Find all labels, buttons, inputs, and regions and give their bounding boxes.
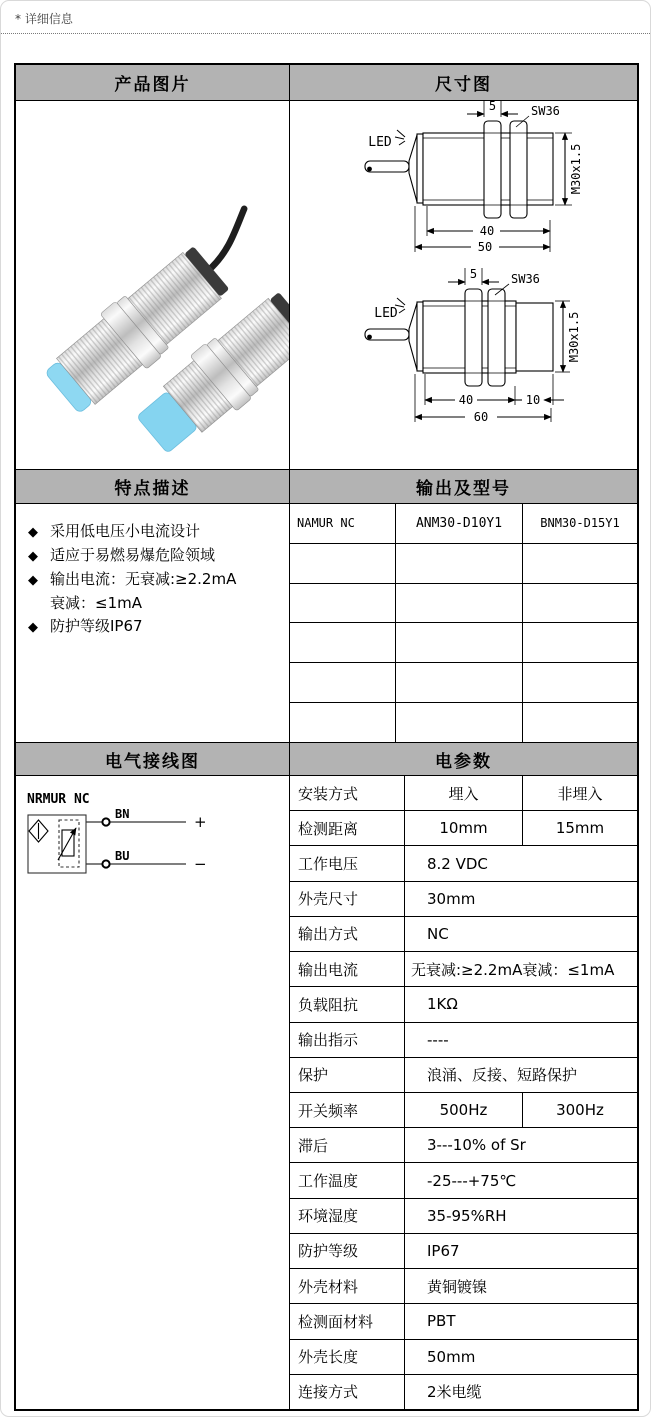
params-table [290, 776, 637, 1409]
param-label: 外壳尺寸 [290, 882, 405, 916]
param-row [290, 952, 637, 987]
model-number [523, 584, 637, 623]
model-output-type [290, 584, 396, 623]
dim-60-label: 60 [473, 410, 489, 424]
dim-10-label: 10 [525, 393, 541, 407]
param-value: 8.2 VDC [427, 854, 488, 873]
param-value: NC [427, 924, 449, 943]
thread-label: M30x1.5 [569, 143, 583, 195]
param-row [290, 1269, 637, 1304]
features-header: 特点描述 [16, 470, 290, 503]
header-row-1 [16, 65, 637, 101]
product-image-header: 产品图片 [16, 65, 290, 100]
model-number: BNM30-D15Y1 [540, 516, 620, 531]
param-value: 1KΩ [427, 995, 458, 1014]
param-value: -25---+75℃ [427, 1171, 517, 1190]
model-row [290, 504, 637, 544]
dim-5-label: 5 [469, 267, 478, 281]
diamond-bullet-icon: ◆ [28, 549, 38, 564]
params-header: 电参数 [435, 751, 492, 772]
param-value: 300Hz [556, 1101, 604, 1120]
dimension-diagram-1 [365, 101, 572, 252]
param-value: 35-95%RH [427, 1206, 507, 1225]
feature-item [28, 568, 283, 592]
led-label: LED [374, 306, 398, 321]
feature-item [28, 544, 283, 568]
wiring-cell [16, 776, 290, 1409]
param-label: 滞后 [290, 1128, 405, 1162]
dim-5-label: 5 [488, 101, 497, 113]
diamond-bullet-icon: ◆ [28, 573, 38, 588]
param-row [290, 1234, 637, 1269]
detail-info-note: * 详细信息 [15, 12, 73, 26]
plus-terminal-label: + [194, 813, 207, 831]
product-photo [16, 101, 290, 469]
feature-item [28, 520, 283, 544]
param-value: IP67 [427, 1241, 460, 1260]
model-number [523, 703, 637, 742]
param-value: 浪涌、反接、短路保护 [427, 1066, 578, 1085]
param-label: 输出方式 [290, 917, 405, 951]
param-label: 检测距离 [290, 811, 405, 845]
param-label: 开关频率 [290, 1093, 405, 1127]
header-row-3 [16, 743, 637, 776]
param-value: 埋入 [405, 776, 523, 810]
model-number [396, 663, 523, 702]
param-row [290, 776, 637, 811]
model-output-type [290, 663, 396, 702]
dimension-header: 尺寸图 [435, 75, 492, 95]
param-value: 15mm [555, 819, 605, 838]
sw36-label: SW36 [511, 272, 540, 286]
param-row [290, 811, 637, 846]
feature-text: 衰减：≤1mA [50, 594, 142, 612]
model-number [523, 544, 637, 583]
wiring-diagram [16, 776, 289, 1409]
model-number [523, 663, 637, 702]
param-row [290, 1163, 637, 1198]
header-row-2 [16, 470, 637, 504]
param-label: 连接方式 [290, 1375, 405, 1409]
dim-40-label: 40 [479, 224, 495, 238]
param-row [290, 1199, 637, 1234]
param-label: 负载阻抗 [290, 987, 405, 1021]
bn-wire-label: BN [115, 807, 130, 821]
param-label: 外壳长度 [290, 1340, 405, 1374]
content-row-3 [16, 776, 637, 1409]
feature-item [28, 592, 283, 615]
model-row [290, 544, 637, 584]
model-number [396, 623, 523, 662]
feature-text: 输出电流：无衰减:≥2.2mA [50, 570, 237, 588]
model-output-type [290, 544, 396, 583]
diamond-bullet-icon: ◆ [28, 620, 38, 635]
bu-wire-label: BU [115, 849, 130, 863]
param-row [290, 882, 637, 917]
param-row [290, 1093, 637, 1128]
param-value: 30mm [427, 889, 476, 908]
model-output-type: NAMUR NC [290, 504, 396, 543]
params-cell [290, 776, 637, 1409]
param-label: 输出电流 [290, 952, 405, 986]
spec-table [14, 63, 639, 1411]
param-value: 无衰减:≥2.2mA衰减：≤1mA [411, 960, 615, 979]
wiring-header: 电气接线图 [16, 743, 290, 775]
param-value: ---- [427, 1030, 449, 1049]
dim-50-label: 50 [477, 240, 493, 254]
features-cell [16, 504, 290, 742]
dim-40-label: 40 [458, 393, 474, 407]
param-label: 工作温度 [290, 1163, 405, 1197]
dimension-cell [290, 101, 637, 469]
param-value: PBT [427, 1312, 456, 1331]
param-label: 检测面材料 [290, 1304, 405, 1338]
param-row [290, 987, 637, 1022]
param-row [290, 1375, 637, 1409]
thread-label: M30x1.5 [567, 311, 581, 363]
model-number [523, 623, 637, 662]
diamond-bullet-icon: ◆ [28, 525, 38, 540]
param-row [290, 1058, 637, 1093]
model-number [396, 544, 523, 583]
minus-terminal-label: − [194, 855, 207, 873]
param-row [290, 917, 637, 952]
dotted-separator [1, 33, 650, 34]
param-label: 外壳材料 [290, 1269, 405, 1303]
content-row-1 [16, 101, 637, 470]
param-value: 黄铜镀镍 [427, 1277, 488, 1296]
param-value: 3---10% of Sr [427, 1136, 526, 1155]
product-photo-cell [16, 101, 290, 469]
model-output-type [290, 623, 396, 662]
sw36-label: SW36 [531, 104, 560, 118]
model-row [290, 623, 637, 663]
param-row [290, 846, 637, 881]
model-row [290, 663, 637, 703]
models-cell [290, 504, 637, 742]
model-number: ANM30-D10Y1 [396, 504, 523, 543]
param-value: 非埋入 [557, 784, 603, 803]
led-label: LED [368, 135, 392, 150]
model-row [290, 584, 637, 624]
param-row [290, 1023, 637, 1058]
dimension-drawings [290, 101, 637, 469]
feature-text: 适应于易燃易爆危险领域 [50, 546, 216, 564]
param-label: 输出指示 [290, 1023, 405, 1057]
param-value: 50mm [427, 1347, 476, 1366]
wiring-type-label: NRMUR NC [27, 792, 90, 807]
param-label: 安装方式 [290, 776, 405, 810]
model-output-type [290, 703, 396, 742]
feature-item [28, 615, 283, 639]
model-table [290, 504, 637, 742]
param-row [290, 1340, 637, 1375]
diamond-bullet-icon [38, 592, 50, 615]
param-value: 10mm [405, 811, 523, 845]
model-row [290, 703, 637, 742]
param-row [290, 1304, 637, 1339]
param-value: 2米电缆 [427, 1383, 482, 1402]
model-number [396, 584, 523, 623]
content-row-2 [16, 504, 637, 743]
feature-text: 防护等级IP67 [50, 617, 143, 635]
param-row [290, 1128, 637, 1163]
param-label: 保护 [290, 1058, 405, 1092]
param-value: 500Hz [405, 1093, 523, 1127]
param-label: 工作电压 [290, 846, 405, 880]
param-label: 防护等级 [290, 1234, 405, 1268]
feature-text: 采用低电压小电流设计 [50, 522, 201, 540]
features-list [16, 504, 289, 639]
models-header: 输出及型号 [416, 479, 511, 499]
param-label: 环境湿度 [290, 1199, 405, 1233]
model-number [396, 703, 523, 742]
